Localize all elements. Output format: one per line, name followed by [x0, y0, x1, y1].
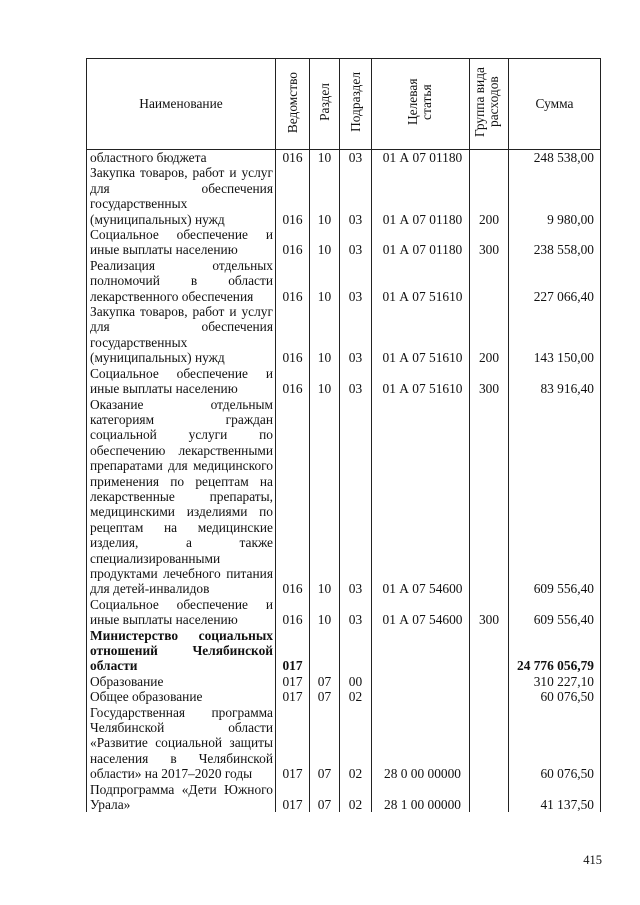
table-header-row — [87, 59, 601, 150]
cell-name: Общее образование — [87, 689, 276, 704]
cell-summa: 143 150,00 — [509, 304, 601, 366]
cell-celevaya — [372, 674, 470, 689]
cell-celevaya: 01 А 07 54600 — [372, 597, 470, 628]
cell-podrazdel: 03 — [340, 304, 372, 366]
cell-gruppa: 300 — [470, 366, 509, 397]
cell-summa: 609 556,40 — [509, 597, 601, 628]
cell-gruppa — [470, 258, 509, 304]
cell-podrazdel: 03 — [340, 258, 372, 304]
header-podrazdel: Подраздел — [340, 59, 372, 150]
table-row — [87, 397, 601, 597]
cell-razdel: 10 — [310, 165, 340, 227]
cell-celevaya: 01 А 07 51610 — [372, 366, 470, 397]
cell-gruppa — [470, 689, 509, 704]
cell-podrazdel: 02 — [340, 689, 372, 704]
cell-razdel: 10 — [310, 597, 340, 628]
cell-celevaya: 01 А 07 01180 — [372, 227, 470, 258]
header-celevaya: Целевая статья — [372, 59, 470, 150]
cell-podrazdel: 02 — [340, 705, 372, 782]
budget-table — [86, 58, 601, 812]
cell-gruppa — [470, 782, 509, 813]
cell-razdel: 07 — [310, 782, 340, 813]
header-gruppa: Группа вида расходов — [470, 59, 509, 150]
table-row — [87, 689, 601, 704]
cell-celevaya — [372, 628, 470, 674]
cell-name: Государственная программа Челябинской области «Развитие социальной защиты населения в Челябинской области» на 2017–2020 годы — [87, 705, 276, 782]
cell-vedomstvo: 016 — [276, 150, 310, 166]
cell-podrazdel: 03 — [340, 597, 372, 628]
cell-razdel: 07 — [310, 705, 340, 782]
cell-name: Закупка товаров, работ и услуг для обеспечения государственных (муниципальных) нужд — [87, 304, 276, 366]
table-row — [87, 782, 601, 813]
cell-summa: 238 558,00 — [509, 227, 601, 258]
cell-podrazdel: 03 — [340, 227, 372, 258]
cell-razdel: 10 — [310, 366, 340, 397]
cell-razdel: 10 — [310, 304, 340, 366]
header-vedomstvo: Ведомство — [276, 59, 310, 150]
cell-celevaya — [372, 689, 470, 704]
header-summa: Сумма — [509, 59, 601, 150]
table-row — [87, 674, 601, 689]
cell-gruppa — [470, 705, 509, 782]
cell-summa: 60 076,50 — [509, 705, 601, 782]
cell-vedomstvo: 017 — [276, 674, 310, 689]
cell-gruppa — [470, 674, 509, 689]
cell-vedomstvo: 016 — [276, 165, 310, 227]
cell-razdel: 10 — [310, 150, 340, 166]
table-row — [87, 165, 601, 227]
cell-podrazdel: 03 — [340, 366, 372, 397]
cell-name: областного бюджета — [87, 150, 276, 166]
cell-summa: 24 776 056,79 — [509, 628, 601, 674]
cell-gruppa: 300 — [470, 597, 509, 628]
cell-celevaya: 28 0 00 00000 — [372, 705, 470, 782]
cell-gruppa: 300 — [470, 227, 509, 258]
cell-podrazdel: 03 — [340, 165, 372, 227]
cell-vedomstvo: 016 — [276, 258, 310, 304]
table-row — [87, 705, 601, 782]
cell-razdel: 07 — [310, 674, 340, 689]
cell-gruppa — [470, 150, 509, 166]
cell-razdel: 10 — [310, 397, 340, 597]
cell-summa: 310 227,10 — [509, 674, 601, 689]
cell-name: Социальное обеспечение и иные выплаты населению — [87, 597, 276, 628]
cell-razdel — [310, 628, 340, 674]
table-row — [87, 150, 601, 166]
cell-vedomstvo: 017 — [276, 705, 310, 782]
cell-vedomstvo: 016 — [276, 366, 310, 397]
cell-razdel: 10 — [310, 258, 340, 304]
cell-podrazdel: 00 — [340, 674, 372, 689]
page-number: 415 — [583, 853, 602, 867]
cell-name: Социальное обеспечение и иные выплаты населению — [87, 366, 276, 397]
table-row — [87, 597, 601, 628]
cell-summa: 609 556,40 — [509, 397, 601, 597]
cell-vedomstvo: 017 — [276, 782, 310, 813]
cell-vedomstvo: 017 — [276, 689, 310, 704]
table-row — [87, 304, 601, 366]
cell-gruppa — [470, 628, 509, 674]
cell-summa: 227 066,40 — [509, 258, 601, 304]
cell-celevaya: 01 А 07 54600 — [372, 397, 470, 597]
cell-podrazdel — [340, 628, 372, 674]
cell-summa: 60 076,50 — [509, 689, 601, 704]
cell-name: Реализация отдельных полномочий в области лекарственного обеспечения — [87, 258, 276, 304]
header-name: Наименование — [87, 59, 276, 150]
cell-name: Подпрограмма «Дети Южного Урала» — [87, 782, 276, 813]
cell-vedomstvo: 016 — [276, 304, 310, 366]
cell-celevaya: 01 А 07 51610 — [372, 304, 470, 366]
cell-vedomstvo: 017 — [276, 628, 310, 674]
table-row — [87, 366, 601, 397]
cell-summa: 248 538,00 — [509, 150, 601, 166]
cell-name: Образование — [87, 674, 276, 689]
table-row — [87, 227, 601, 258]
cell-name: Закупка товаров, работ и услуг для обеспечения государственных (муниципальных) нужд — [87, 165, 276, 227]
cell-vedomstvo: 016 — [276, 397, 310, 597]
cell-celevaya: 28 1 00 00000 — [372, 782, 470, 813]
cell-podrazdel: 03 — [340, 397, 372, 597]
cell-gruppa: 200 — [470, 165, 509, 227]
cell-celevaya: 01 А 07 51610 — [372, 258, 470, 304]
cell-name: Оказание отдельным категориям граждан социальной услуги по обеспечению лекарственными препаратами для медицинского применения по рецептам на лекарственные препараты, медицинскими изделиями по рецептам на медицинские изделия, а также специализированными продуктами лечебного питания для детей-инвалидов — [87, 397, 276, 597]
cell-summa: 41 137,50 — [509, 782, 601, 813]
table-row — [87, 258, 601, 304]
cell-razdel: 10 — [310, 227, 340, 258]
cell-name: Министерство социальных отношений Челябинской области — [87, 628, 276, 674]
header-razdel: Раздел — [310, 59, 340, 150]
cell-podrazdel: 03 — [340, 150, 372, 166]
cell-gruppa — [470, 397, 509, 597]
cell-vedomstvo: 016 — [276, 227, 310, 258]
table-row — [87, 628, 601, 674]
cell-gruppa: 200 — [470, 304, 509, 366]
cell-celevaya: 01 А 07 01180 — [372, 150, 470, 166]
cell-celevaya: 01 А 07 01180 — [372, 165, 470, 227]
table-body — [87, 150, 601, 813]
cell-summa: 9 980,00 — [509, 165, 601, 227]
cell-name: Социальное обеспечение и иные выплаты населению — [87, 227, 276, 258]
cell-summa: 83 916,40 — [509, 366, 601, 397]
cell-podrazdel: 02 — [340, 782, 372, 813]
cell-vedomstvo: 016 — [276, 597, 310, 628]
cell-razdel: 07 — [310, 689, 340, 704]
